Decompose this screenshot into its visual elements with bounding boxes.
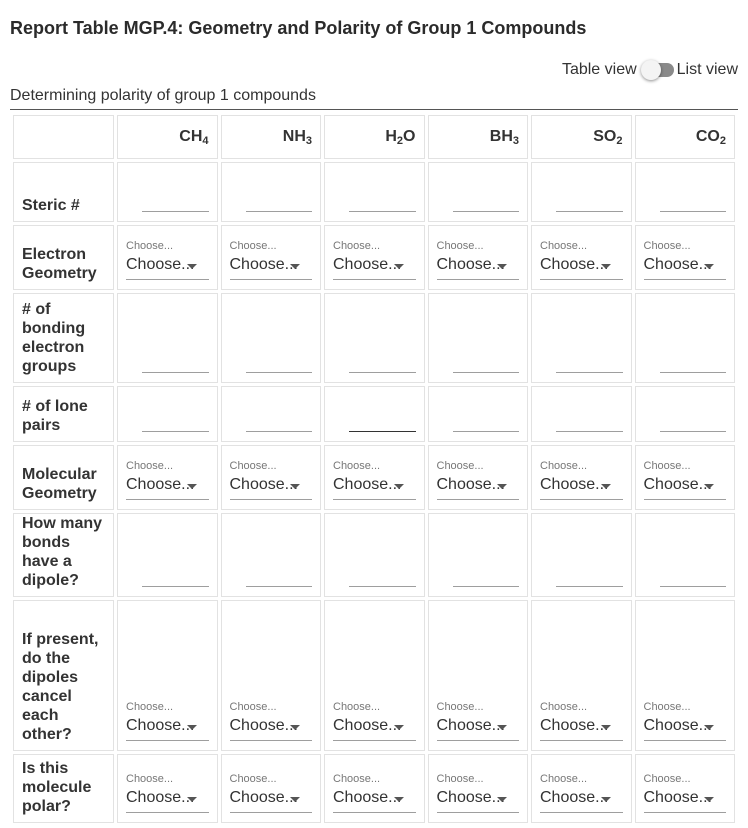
row-label-text: Electron Geometry xyxy=(22,246,97,282)
select-value: Choose... xyxy=(333,717,402,734)
table-cell xyxy=(117,445,218,510)
select-placeholder: Choose... xyxy=(126,773,174,785)
caret-down-icon[interactable] xyxy=(290,725,300,730)
answer-select[interactable] xyxy=(644,460,727,500)
answer-select[interactable] xyxy=(437,240,520,280)
table-cell xyxy=(221,600,322,751)
col-header-bh3: $BH_3$ xyxy=(428,115,529,159)
report-table xyxy=(10,112,738,826)
select-placeholder: Choose... xyxy=(643,701,691,713)
caret-down-icon[interactable] xyxy=(290,264,300,269)
answer-input[interactable] xyxy=(246,586,313,587)
answer-select[interactable] xyxy=(644,240,727,280)
answer-input[interactable] xyxy=(246,431,313,432)
answer-input[interactable] xyxy=(660,431,727,432)
table-cell xyxy=(324,162,425,222)
table-cell xyxy=(324,754,425,823)
answer-input[interactable] xyxy=(349,586,416,587)
answer-select[interactable] xyxy=(540,773,623,813)
select-placeholder: Choose... xyxy=(333,701,381,713)
select-underline xyxy=(540,279,623,280)
table-row xyxy=(13,445,735,510)
table-cell xyxy=(635,754,736,823)
row-label-text: If present, do the dipoles cancel each other? xyxy=(22,631,99,743)
row-label-text: Steric # xyxy=(22,197,80,214)
table-cell xyxy=(324,225,425,290)
caret-down-icon[interactable] xyxy=(394,484,404,489)
select-placeholder: Choose... xyxy=(540,773,588,785)
answer-input[interactable] xyxy=(142,586,209,587)
select-value: Choose... xyxy=(126,256,195,273)
select-value: Choose... xyxy=(126,476,195,493)
table-cell xyxy=(428,754,529,823)
select-placeholder: Choose... xyxy=(540,240,588,252)
select-placeholder: Choose... xyxy=(643,240,691,252)
answer-input[interactable] xyxy=(142,211,209,212)
select-placeholder: Choose... xyxy=(436,701,484,713)
select-value: Choose... xyxy=(436,789,505,806)
caret-down-icon[interactable] xyxy=(497,264,507,269)
caret-down-icon[interactable] xyxy=(601,484,611,489)
answer-select[interactable] xyxy=(437,701,520,741)
table-caption: Determining polarity of group 1 compounds xyxy=(10,87,316,104)
select-placeholder: Choose... xyxy=(229,240,277,252)
select-underline xyxy=(333,812,416,813)
answer-select[interactable] xyxy=(644,773,727,813)
select-underline xyxy=(437,499,520,500)
answer-input[interactable] xyxy=(556,211,623,212)
caret-down-icon[interactable] xyxy=(290,484,300,489)
caret-down-icon[interactable] xyxy=(187,797,197,802)
select-value: Choose... xyxy=(540,789,609,806)
table-cell xyxy=(635,293,736,383)
table-cell xyxy=(221,445,322,510)
caret-down-icon[interactable] xyxy=(704,264,714,269)
select-underline xyxy=(126,812,209,813)
row-label-text: Molecular Geometry xyxy=(22,466,97,502)
table-row xyxy=(13,293,735,383)
select-placeholder: Choose... xyxy=(436,460,484,472)
table-cell xyxy=(117,225,218,290)
col-header-h2o: $H_2O$ xyxy=(324,115,425,159)
select-value: Choose... xyxy=(229,789,298,806)
table-cell xyxy=(635,386,736,442)
caret-down-icon[interactable] xyxy=(704,797,714,802)
select-underline xyxy=(333,499,416,500)
answer-select[interactable] xyxy=(230,240,313,280)
table-cell xyxy=(324,445,425,510)
row-label-text: Is this molecule polar? xyxy=(22,760,92,815)
caret-down-icon[interactable] xyxy=(601,797,611,802)
table-row xyxy=(13,162,735,222)
table-cell xyxy=(635,225,736,290)
row-label xyxy=(13,162,114,222)
header-row xyxy=(13,115,735,159)
select-placeholder: Choose... xyxy=(229,460,277,472)
row-label xyxy=(13,600,114,751)
table-view-label: Table view xyxy=(561,61,637,78)
table-cell xyxy=(531,513,632,597)
select-placeholder: Choose... xyxy=(126,701,174,713)
answer-select[interactable] xyxy=(644,701,727,741)
select-underline xyxy=(644,499,727,500)
caret-down-icon[interactable] xyxy=(394,725,404,730)
table-row xyxy=(13,225,735,290)
table-cell xyxy=(428,513,529,597)
answer-select[interactable] xyxy=(540,460,623,500)
table-cell xyxy=(221,386,322,442)
select-placeholder: Choose... xyxy=(333,460,381,472)
select-value: Choose... xyxy=(229,717,298,734)
select-placeholder: Choose... xyxy=(643,460,691,472)
row-label xyxy=(13,754,114,823)
table-cell xyxy=(324,386,425,442)
answer-select[interactable] xyxy=(126,773,209,813)
table-cell xyxy=(428,162,529,222)
table-cell xyxy=(117,293,218,383)
answer-select[interactable] xyxy=(126,701,209,741)
table-cell xyxy=(324,293,425,383)
select-underline xyxy=(126,740,209,741)
select-underline xyxy=(230,499,313,500)
table-cell xyxy=(531,386,632,442)
table-cell xyxy=(531,293,632,383)
answer-select[interactable] xyxy=(540,240,623,280)
answer-select[interactable] xyxy=(333,773,416,813)
select-value: Choose... xyxy=(436,717,505,734)
caret-down-icon[interactable] xyxy=(704,484,714,489)
answer-input[interactable] xyxy=(246,372,313,373)
table-row xyxy=(13,513,735,597)
select-value: Choose... xyxy=(540,476,609,493)
table-cell xyxy=(635,513,736,597)
select-underline xyxy=(540,812,623,813)
table-cell xyxy=(221,293,322,383)
row-label-text: # of lone pairs xyxy=(22,398,88,434)
select-value: Choose... xyxy=(229,476,298,493)
answer-input[interactable] xyxy=(246,211,313,212)
caret-down-icon[interactable] xyxy=(497,797,507,802)
table-cell xyxy=(531,162,632,222)
page-title: Report Table MGP.4: Geometry and Polarity of Group 1 Compounds xyxy=(10,18,587,38)
table-cell xyxy=(221,225,322,290)
table-cell xyxy=(428,293,529,383)
col-header-so2: $SO_2$ xyxy=(531,115,632,159)
answer-input[interactable] xyxy=(453,372,520,373)
answer-input[interactable] xyxy=(453,211,520,212)
select-placeholder: Choose... xyxy=(436,773,484,785)
caret-down-icon[interactable] xyxy=(497,725,507,730)
select-value: Choose... xyxy=(333,476,402,493)
select-placeholder: Choose... xyxy=(229,701,277,713)
select-placeholder: Choose... xyxy=(126,240,174,252)
answer-input[interactable] xyxy=(660,586,727,587)
select-underline xyxy=(644,812,727,813)
caret-down-icon[interactable] xyxy=(394,797,404,802)
select-value: Choose... xyxy=(333,256,402,273)
select-underline xyxy=(126,279,209,280)
select-placeholder: Choose... xyxy=(229,773,277,785)
table-cell xyxy=(531,225,632,290)
table-cell xyxy=(531,445,632,510)
caret-down-icon[interactable] xyxy=(394,264,404,269)
select-value: Choose... xyxy=(540,717,609,734)
answer-select[interactable] xyxy=(540,701,623,741)
row-label xyxy=(13,386,114,442)
answer-select[interactable] xyxy=(230,773,313,813)
col-header-nh3: $NH_3$ xyxy=(221,115,322,159)
select-underline xyxy=(333,279,416,280)
answer-input[interactable] xyxy=(453,431,520,432)
caret-down-icon[interactable] xyxy=(187,725,197,730)
select-value: Choose... xyxy=(643,789,712,806)
select-value: Choose... xyxy=(643,476,712,493)
answer-input[interactable] xyxy=(556,372,623,373)
select-underline xyxy=(437,812,520,813)
table-cell xyxy=(428,600,529,751)
table-cell xyxy=(117,386,218,442)
table-cell xyxy=(221,754,322,823)
table-cell xyxy=(117,162,218,222)
row-label-text: # of bonding electron groups xyxy=(22,301,86,375)
table-cell xyxy=(531,754,632,823)
select-underline xyxy=(333,740,416,741)
answer-input[interactable] xyxy=(349,431,416,432)
col-header-co2: $CO_2$ xyxy=(635,115,736,159)
answer-select[interactable] xyxy=(333,701,416,741)
answer-input[interactable] xyxy=(660,211,727,212)
select-underline xyxy=(230,812,313,813)
row-label xyxy=(13,225,114,290)
answer-select[interactable] xyxy=(437,773,520,813)
select-underline xyxy=(230,740,313,741)
answer-select[interactable] xyxy=(333,240,416,280)
select-placeholder: Choose... xyxy=(333,240,381,252)
caret-down-icon[interactable] xyxy=(601,725,611,730)
select-underline xyxy=(437,740,520,741)
select-placeholder: Choose... xyxy=(126,460,174,472)
select-placeholder: Choose... xyxy=(333,773,381,785)
table-cell xyxy=(635,445,736,510)
caption-divider xyxy=(10,109,738,110)
select-placeholder: Choose... xyxy=(436,240,484,252)
answer-select[interactable] xyxy=(333,460,416,500)
answer-input[interactable] xyxy=(349,211,416,212)
select-value: Choose... xyxy=(126,717,195,734)
caret-down-icon[interactable] xyxy=(497,484,507,489)
select-underline xyxy=(540,499,623,500)
view-toggle xyxy=(562,60,738,80)
answer-select[interactable] xyxy=(230,460,313,500)
select-value: Choose... xyxy=(643,717,712,734)
answer-input[interactable] xyxy=(142,372,209,373)
select-value: Choose... xyxy=(333,789,402,806)
select-value: Choose... xyxy=(229,256,298,273)
select-underline xyxy=(540,740,623,741)
col-header-ch4: $CH_4$ xyxy=(117,115,218,159)
table-cell xyxy=(428,386,529,442)
caret-down-icon[interactable] xyxy=(187,264,197,269)
select-value: Choose... xyxy=(436,256,505,273)
answer-select[interactable] xyxy=(230,701,313,741)
caret-down-icon[interactable] xyxy=(290,797,300,802)
select-value: Choose... xyxy=(643,256,712,273)
caret-down-icon[interactable] xyxy=(704,725,714,730)
view-toggle-switch[interactable] xyxy=(641,60,673,80)
header-corner xyxy=(13,115,114,159)
table-cell xyxy=(324,513,425,597)
table-row xyxy=(13,386,735,442)
table-cell xyxy=(117,600,218,751)
table-cell xyxy=(117,754,218,823)
row-label xyxy=(13,445,114,510)
answer-select[interactable] xyxy=(126,460,209,500)
answer-select[interactable] xyxy=(126,240,209,280)
table-row xyxy=(13,600,735,751)
select-underline xyxy=(644,740,727,741)
answer-select[interactable] xyxy=(437,460,520,500)
select-underline xyxy=(437,279,520,280)
table-cell xyxy=(428,445,529,510)
table-cell xyxy=(428,225,529,290)
caret-down-icon[interactable] xyxy=(601,264,611,269)
table-row xyxy=(13,754,735,823)
toggle-knob[interactable] xyxy=(641,60,661,80)
table-cell xyxy=(635,600,736,751)
caret-down-icon[interactable] xyxy=(187,484,197,489)
row-label xyxy=(13,293,114,383)
table-cell xyxy=(324,600,425,751)
row-label-text: How many bonds have a dipole? xyxy=(22,515,103,589)
select-underline xyxy=(230,279,313,280)
answer-input[interactable] xyxy=(556,431,623,432)
select-placeholder: Choose... xyxy=(540,701,588,713)
answer-input[interactable] xyxy=(453,586,520,587)
table-cell xyxy=(221,162,322,222)
select-value: Choose... xyxy=(126,789,195,806)
answer-input[interactable] xyxy=(660,372,727,373)
select-placeholder: Choose... xyxy=(643,773,691,785)
select-underline xyxy=(126,499,209,500)
table-cell xyxy=(531,600,632,751)
select-value: Choose... xyxy=(540,256,609,273)
list-view-label: List view xyxy=(676,61,738,78)
answer-input[interactable] xyxy=(142,431,209,432)
table-cell xyxy=(635,162,736,222)
answer-input[interactable] xyxy=(556,586,623,587)
table-cell xyxy=(221,513,322,597)
row-label xyxy=(13,513,114,597)
answer-input[interactable] xyxy=(349,372,416,373)
select-placeholder: Choose... xyxy=(540,460,588,472)
select-value: Choose... xyxy=(436,476,505,493)
table-cell xyxy=(117,513,218,597)
select-underline xyxy=(644,279,727,280)
